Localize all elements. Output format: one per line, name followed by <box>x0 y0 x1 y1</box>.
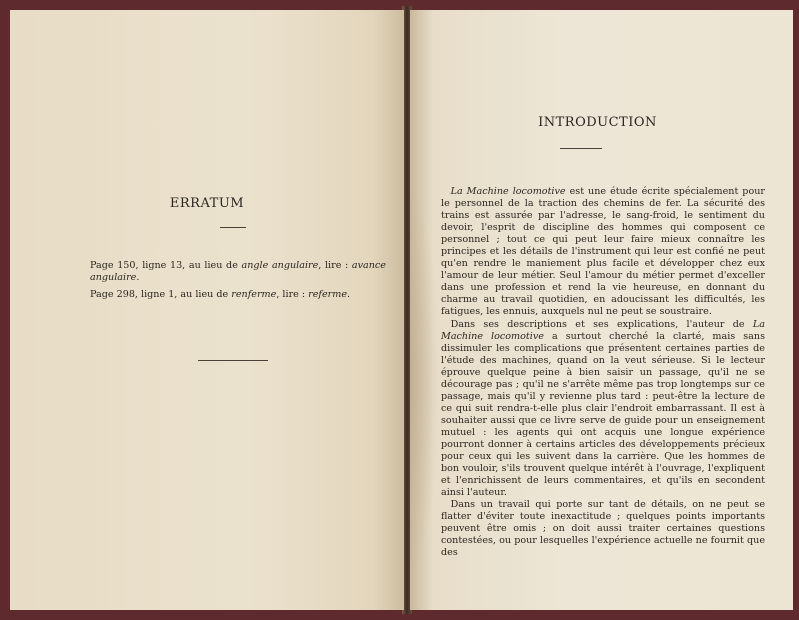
erratum-entry-text: , lire : <box>318 260 352 271</box>
paragraph <box>441 319 765 500</box>
erratum-title: ERRATUM <box>169 196 245 211</box>
erratum-correct-term: referme <box>308 289 348 300</box>
erratum-entry <box>90 289 386 301</box>
erratum-entry-text: Page 150, ligne 13, au lieu de <box>90 260 242 271</box>
erratum-entry-text: Page 298, ligne 1, au lieu de <box>90 289 232 300</box>
left-page <box>10 10 404 610</box>
paragraph-text: Dans un travail qui porte sur tant de détails, on ne peut se flatter d'éviter toute inexactitude ; quelques points importants peuvent être omis ; on doit aussi traiter certaines questions contestées, ou pour lesquelles l'expérience actuelle ne fournit que des <box>441 499 765 559</box>
paragraph-text: Dans ses descriptions et ses explications, l'auteur de <box>450 318 753 330</box>
erratum-wrong-term: angle angulaire <box>241 260 319 271</box>
book-title-italic: La Machine locomotive <box>450 186 566 197</box>
end-rule <box>198 360 268 361</box>
erratum-entry-text: , lire : <box>276 289 309 300</box>
erratum-entry-text: . <box>347 289 351 300</box>
right-page <box>410 10 793 610</box>
introduction-body <box>441 186 765 559</box>
introduction-title: INTRODUCTION <box>538 115 657 130</box>
paragraph-text: a surtout cherché la clarté, mais sans dissimuler les complications que présentent certaines parties de l'étude des machines, quand on la veut sérieuse. Si le lecteur éprouve quelque peine à bien saisir un passage, qu'il ne se décourage pas ; qu'il ne s'arrête même pas trop longtemps sur ce passage, mais qu'il y revienne plus tard : peut-être la lecture de ce qui suit rendra-t-elle plus clair l'endroit embarrassant. Il est à souhaiter aussi que ce livre serve de guide pour un enseignement mutuel : les agents qui ont acquis une longue expérience pourront donner à certains articles des développements précieux pour ceux qui les suivent dans la carrière. Que les hommes de bon vouloir, s'ils trouvent quelque intérêt à l'ouvrage, l'expliquent et l'enrichissent de leurs commentaires, et qu'ils en secondent ainsi l'auteur. <box>441 330 765 499</box>
erratum-entry-text: . <box>136 272 140 283</box>
erratum-wrong-term: renferme <box>231 289 277 300</box>
erratum-list <box>90 260 386 306</box>
paragraph-text: est une étude écrite spécialement pour le personnel de la traction des chemins de fer. La sécurité des trains est assurée par l'adresse, le sang-froid, le sentiment du devoir, l'esprit de discipline des hommes qui composent ce personnel ; tout ce qui peut leur faire mieux connaître les principes et les détails de l'instrument qui leur est confié ne peut qu'en rendre le maniement plus facile et développer chez eux l'amour de leur métier. Seul l'amour du métier permet d'exceller dans une profession et rend la vie heureuse, en donnant du charme au travail quotidien, en adoucissant les difficultés, les fatigues, les ennuis, auxquels nul ne peut se soustraire. <box>441 186 765 318</box>
title-rule <box>220 227 246 228</box>
paragraph <box>441 499 765 559</box>
page-stain <box>410 190 440 570</box>
erratum-entry <box>90 260 386 284</box>
paragraph <box>441 186 765 319</box>
title-rule <box>560 148 602 149</box>
erratum-correct-term: avance angulaire <box>90 260 386 283</box>
book-title-italic: La Machine locomotive <box>441 318 765 342</box>
